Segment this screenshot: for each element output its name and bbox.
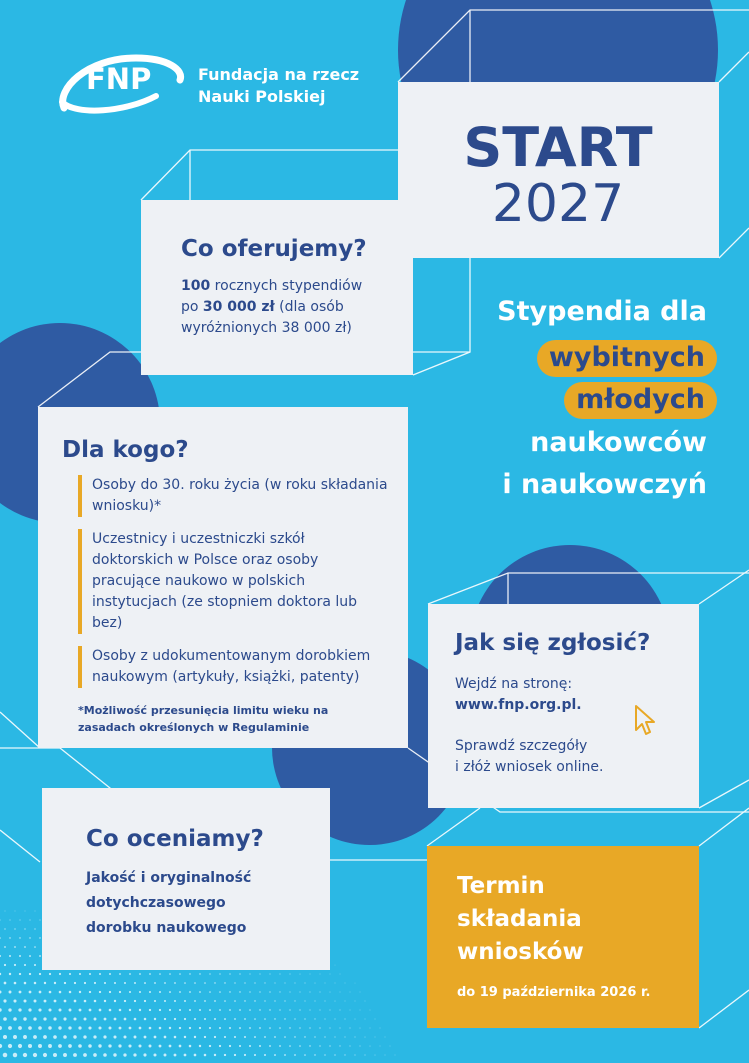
apply-heading: Jak się zgłosić? bbox=[455, 630, 651, 656]
program-card bbox=[398, 82, 719, 258]
offer-text1: rocznych stypendiów bbox=[210, 278, 363, 294]
program-title: START bbox=[463, 116, 653, 179]
deadline-card bbox=[427, 846, 699, 1028]
deadline-line2: składania bbox=[457, 906, 582, 932]
offer-text2: po bbox=[181, 299, 203, 315]
cursor-pointer-icon bbox=[633, 704, 657, 738]
apply-line3: i złóż wniosek online. bbox=[455, 759, 604, 775]
eligibility-heading: Dla kogo? bbox=[62, 437, 189, 463]
offer-text bbox=[181, 276, 377, 339]
assessment-card bbox=[42, 788, 330, 970]
organization-name bbox=[198, 64, 359, 108]
eligibility-card bbox=[38, 407, 408, 748]
headline-line5: i naukowczyń bbox=[502, 469, 707, 500]
offer-heading: Co oferujemy? bbox=[181, 236, 367, 262]
deadline-line1: Termin bbox=[457, 873, 545, 899]
fnp-logo[interactable] bbox=[56, 50, 186, 120]
headline-pill-wybitnych: wybitnych bbox=[537, 340, 717, 377]
apply-url-link[interactable]: www.fnp.org.pl. bbox=[455, 697, 582, 713]
apply-card bbox=[428, 604, 699, 808]
organization-name-line1: Fundacja na rzecz bbox=[198, 65, 360, 84]
offer-card bbox=[141, 200, 413, 375]
headline-line4: naukowców bbox=[530, 427, 707, 458]
offer-text3: (dla osób bbox=[274, 299, 344, 315]
assessment-line1: Jakość i oryginalność bbox=[86, 870, 252, 886]
eligibility-bullet-age: Osoby do 30. roku życia (w roku składania wniosku)* bbox=[78, 475, 388, 517]
program-year: 2027 bbox=[491, 174, 625, 234]
apply-line2: Sprawdź szczegóły bbox=[455, 738, 588, 754]
offer-text4: wyróżnionych 38 000 zł) bbox=[181, 320, 352, 336]
assessment-line2: dotychczasowego bbox=[86, 895, 226, 911]
apply-line1: Wejdź na stronę: bbox=[455, 676, 573, 692]
assessment-line3: dorobku naukowego bbox=[86, 920, 247, 936]
assessment-text bbox=[86, 866, 310, 941]
offer-count: 100 bbox=[181, 278, 211, 294]
eligibility-bullet-doctoral: Uczestnicy i uczestniczki szkół doktorskich w Polsce oraz osoby pracujące naukowo w polskich instytucjach (ze stopniem doktora lub bez) bbox=[78, 529, 388, 634]
headline-line1: Stypendia dla bbox=[497, 296, 707, 327]
deadline-line3: wniosków bbox=[457, 939, 584, 965]
assessment-heading: Co oceniamy? bbox=[86, 826, 264, 852]
headline-pill-mlodych: młodych bbox=[564, 382, 717, 419]
deadline-date: do 19 października 2026 r. bbox=[457, 985, 651, 1000]
eligibility-footnote: *Możliwość przesunięcia limitu wieku na zasadach określonych w Regulaminie bbox=[78, 704, 329, 734]
eligibility-bullet-achievements: Osoby z udokumentowanym dorobkiem naukowym (artykuły, książki, patenty) bbox=[78, 646, 388, 688]
fnp-logo-mark: FNP bbox=[86, 62, 152, 96]
organization-name-line2: Nauki Polskiej bbox=[198, 87, 326, 106]
offer-amount: 30 000 zł bbox=[202, 299, 275, 315]
